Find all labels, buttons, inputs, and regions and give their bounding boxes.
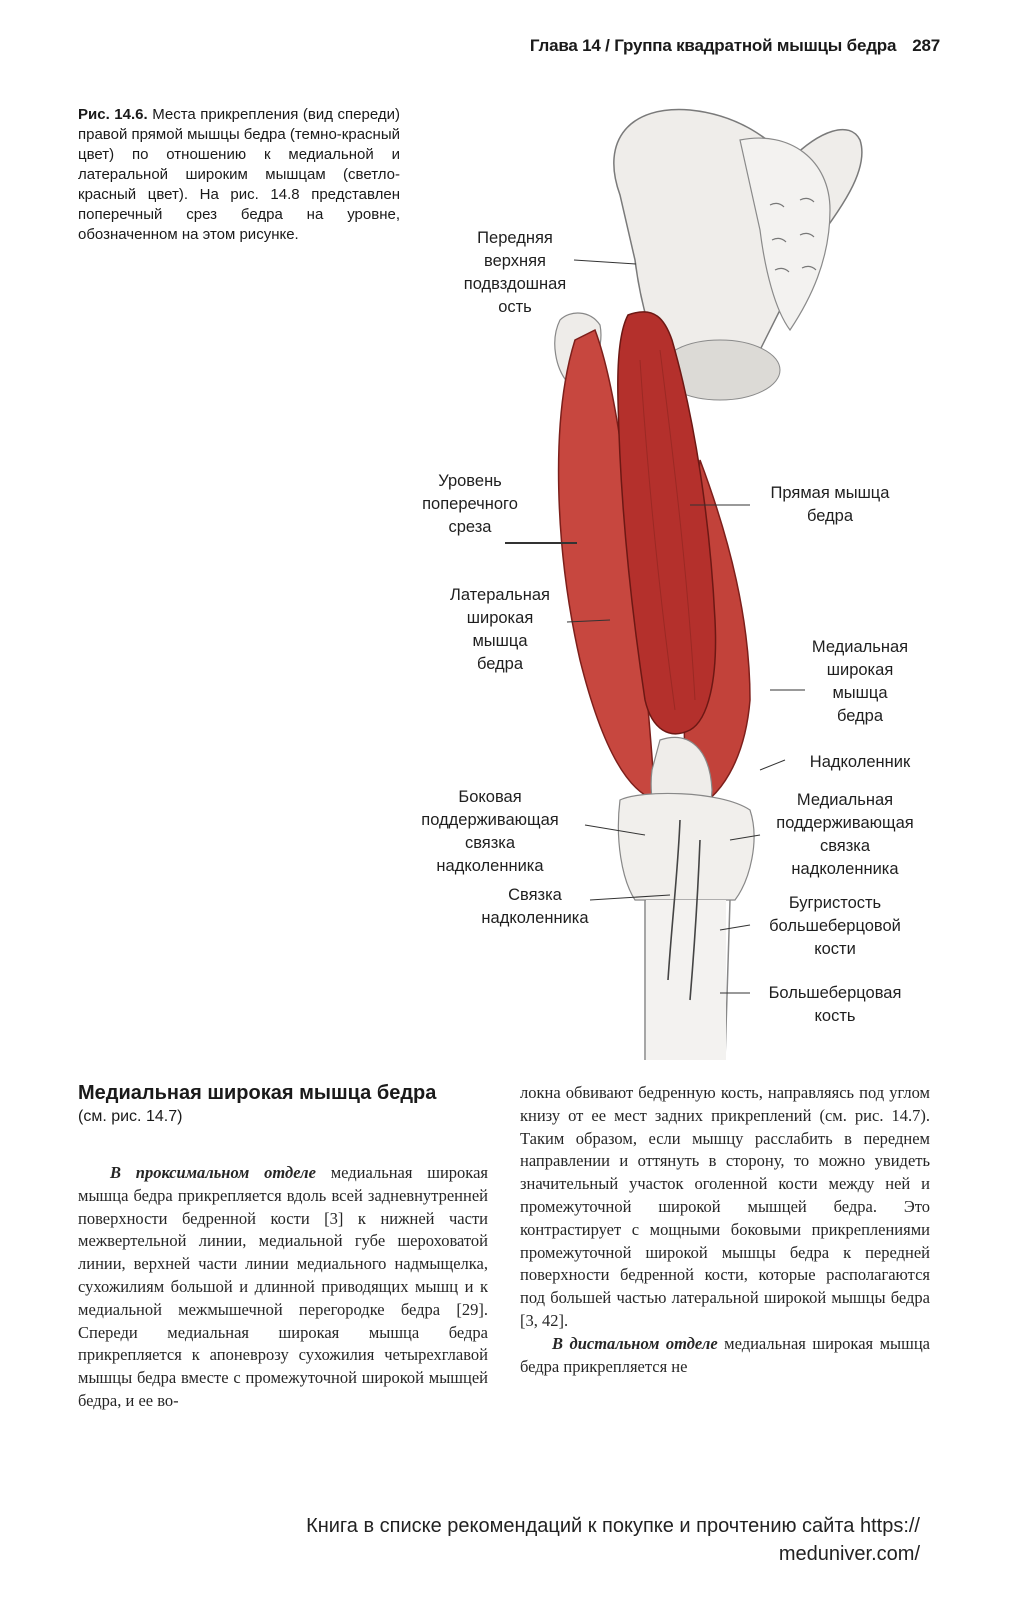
label-patellar-ligament: Связка надколенника [481, 886, 589, 927]
page-number: 287 [912, 36, 940, 55]
label-vastus-lateralis: Латеральная широкая мышца бедра [450, 586, 550, 673]
right-paragraph-2 [520, 1333, 930, 1379]
label-tibial-tuberosity: Бугристость большеберцовой кости [769, 894, 901, 958]
right-column [520, 1082, 930, 1378]
label-medial-retinaculum: Медиальная поддерживающая связка надколенника [776, 791, 914, 878]
footer-line-2[interactable]: meduniver.com/ [778, 1543, 920, 1565]
right-lead: В дистальном отделе [552, 1333, 718, 1353]
running-header [380, 36, 940, 56]
running-title: Глава 14 / Группа квадратной мышцы бедра [529, 36, 897, 55]
caption-label: Рис. 14.6. [78, 106, 148, 123]
thigh-anatomy-figure [390, 100, 950, 1060]
label-vastus-medialis: Медиальная широкая мышца бедра [811, 638, 909, 725]
left-column [78, 1162, 488, 1413]
left-lead: В проксимальном отделе [110, 1163, 316, 1182]
label-patella: Надколенник [809, 753, 911, 771]
caption-text: Места прикрепления (вид спереди) правой прямой мышцы бедра (темно-красный цвет) по отношению к медиальной и латеральной широким мышцам (светло-красный цвет). На рис. 14.8 представлен поперечный срез бедра на уровне, обозначенном на этом рисунке. [78, 106, 400, 243]
left-text: медиальная широкая мышца бедра прикрепляется вдоль всей задневнутренней поверхности бедренной кости [3] к нижней части межвертельной линии, медиальной губе шероховатой линии, верхней части линии медиального надмыщелка, сухожилиям большой и длинной приводящих мышц и к медиальной межмышечной перегородке бедра [29]. Спереди медиальная широкая мышца бедра прикрепляется к апоневрозу сухожилия четырехглавой мышцы бедра вместе с промежуточной широкой мышцей бедра, и ее во- [78, 1163, 488, 1410]
footer-line-1: Книга в списке рекомендаций к покупке и прочтению сайта https:// [306, 1515, 920, 1537]
right-paragraph-1: локна обвивают бедренную кость, направляясь под углом книзу от ее мест задних прикреплений (см. рис. 14.7). Таким образом, если мышцу расслабить в переднем направлении и оттянуть в сторону, то можно увидеть значительный участок оголенной кости между ней и промежуточной широкой мышцей бедра. Это контрастирует с мощными боковыми прикреплениями промежуточной широкой мышцы бедра к передней поверхности бедренной кости, которые располагаются под большей частью латеральной широкой мышцы бедра [3, 42]. [520, 1083, 930, 1330]
label-anterior-superior-iliac-spine: Передняя верхняя подвздошная ость [463, 229, 567, 316]
label-tibia: Большеберцовая кость [768, 984, 902, 1025]
section-title: Медиальная широкая мышца бедра [78, 1082, 437, 1104]
footer-note [150, 1512, 920, 1568]
label-section-level: Уровень поперечного среза [422, 472, 518, 536]
label-lateral-retinaculum: Боковая поддерживающая связка надколенника [421, 788, 559, 875]
section-subtitle: (см. рис. 14.7) [78, 1108, 183, 1125]
label-rectus-femoris: Прямая мышца бедра [770, 484, 890, 525]
figure-caption [78, 105, 400, 245]
right-text-2: медиальная широкая мышца бедра прикрепляется не [520, 1333, 931, 1376]
left-paragraph [78, 1162, 488, 1413]
knee-joint [618, 793, 754, 900]
